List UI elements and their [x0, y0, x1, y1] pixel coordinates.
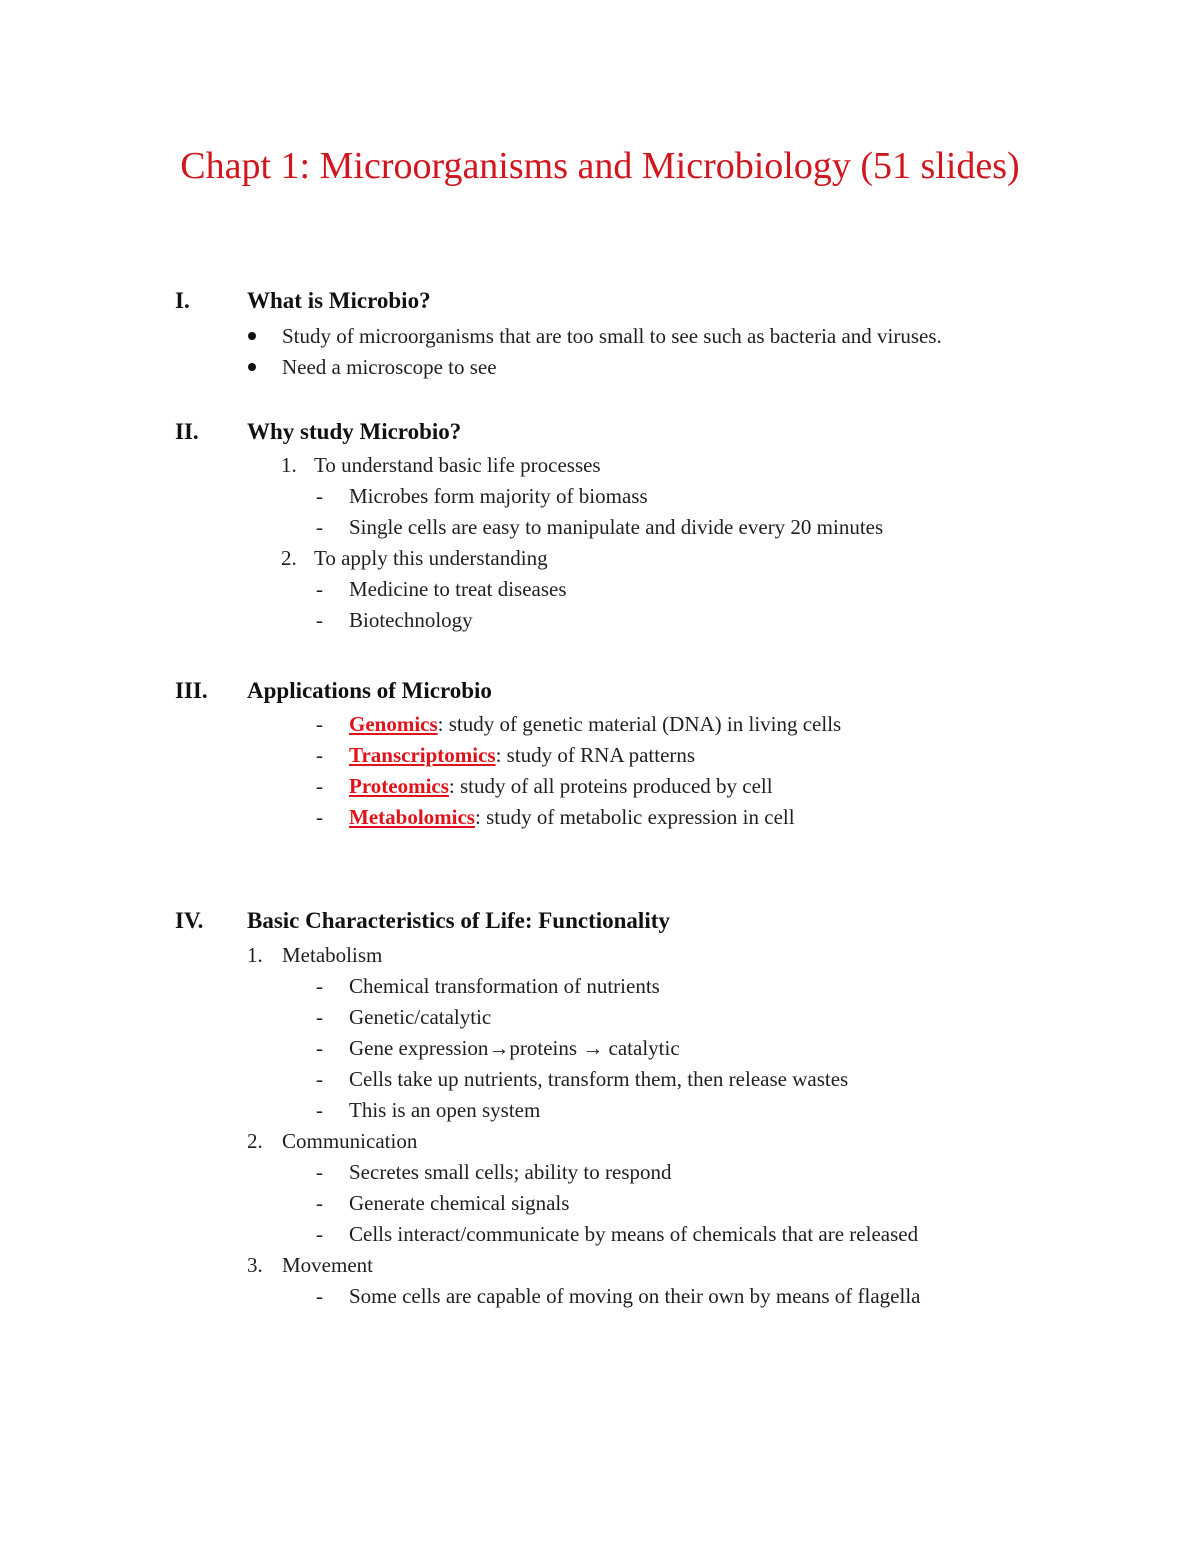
list-number: 3.: [247, 1253, 263, 1277]
dash-marker: -: [316, 1005, 323, 1029]
list-item: Movement: [282, 1253, 373, 1277]
list-item: To apply this understanding: [314, 546, 548, 570]
sub-item: This is an open system: [349, 1098, 541, 1122]
arrow-right-icon: →: [488, 1036, 510, 1060]
sub-item: Some cells are capable of moving on their own by means of flagella: [349, 1284, 921, 1308]
dash-marker: -: [316, 1160, 323, 1184]
section-3-number: III.: [175, 678, 208, 703]
list-item: Need a microscope to see: [282, 355, 497, 379]
sub-item: [349, 1035, 680, 1061]
sub-item: Chemical transformation of nutrients: [349, 974, 660, 998]
dash-marker: -: [316, 1191, 323, 1215]
list-item: Communication: [282, 1129, 418, 1153]
sub-item: Cells take up nutrients, transform them, then release wastes: [349, 1067, 849, 1091]
list-item: Metabolism: [282, 943, 383, 967]
dash-marker: -: [316, 515, 323, 539]
section-1-heading: What is Microbio?: [247, 288, 431, 313]
sub-item: Generate chemical signals: [349, 1191, 570, 1215]
term-proteomics: Proteomics: [349, 774, 449, 798]
sub-item: Cells interact/communicate by means of chemicals that are released: [349, 1222, 919, 1246]
list-number: 2.: [247, 1129, 263, 1153]
list-number: 2.: [281, 546, 297, 570]
dash-marker: -: [316, 1284, 323, 1308]
dash-marker: -: [316, 1036, 323, 1060]
term-definition: : study of all proteins produced by cell: [448, 774, 773, 798]
dash-marker: -: [316, 1067, 323, 1091]
proteins-text: proteins: [509, 1036, 583, 1060]
term-definition: : study of RNA patterns: [495, 743, 696, 767]
dash-marker: -: [316, 805, 323, 829]
dash-marker: -: [316, 974, 323, 998]
dash-marker: -: [316, 577, 323, 601]
dash-marker: -: [316, 484, 323, 508]
sub-item: Genetic/catalytic: [349, 1005, 492, 1029]
term-genomics: Genomics: [349, 712, 438, 736]
list-number: 1.: [281, 453, 297, 477]
list-item: Study of microorganisms that are too small to see such as bacteria and viruses.: [282, 324, 942, 348]
term-definition: : study of metabolic expression in cell: [474, 805, 795, 829]
arrow-right-icon: →: [582, 1036, 604, 1060]
sub-item: Single cells are easy to manipulate and divide every 20 minutes: [349, 515, 884, 539]
list-item: [349, 711, 841, 737]
catalytic-text: catalytic: [603, 1036, 680, 1060]
list-item: [349, 742, 695, 768]
section-4-number: IV.: [175, 908, 204, 933]
sub-item: Secretes small cells; ability to respond: [349, 1160, 672, 1184]
dash-marker: -: [316, 743, 323, 767]
sub-item: Microbes form majority of biomass: [349, 484, 648, 508]
list-number: 1.: [247, 943, 263, 967]
list-item: To understand basic life processes: [314, 453, 601, 477]
page-title: Chapt 1: Microorganisms and Microbiology (51 slides): [180, 145, 1020, 187]
section-1-number: I.: [175, 288, 190, 313]
bullet-dot: [248, 332, 256, 340]
list-item: [349, 773, 773, 799]
section-2-number: II.: [175, 419, 199, 444]
sub-item: Biotechnology: [349, 608, 473, 632]
list-item: [349, 804, 795, 830]
sub-item: Medicine to treat diseases: [349, 577, 567, 601]
term-metabolomics: Metabolomics: [349, 805, 475, 829]
term-transcriptomics: Transcriptomics: [349, 743, 496, 767]
section-2-heading: Why study Microbio?: [247, 419, 462, 444]
section-3-heading: Applications of Microbio: [247, 678, 492, 703]
dash-marker: -: [316, 774, 323, 798]
bullet-dot: [248, 363, 256, 371]
dash-marker: -: [316, 1098, 323, 1122]
gene-expression-text: Gene expression: [349, 1036, 489, 1060]
term-definition: : study of genetic material (DNA) in living cells: [437, 712, 842, 736]
section-4-heading: Basic Characteristics of Life: Functionality: [247, 908, 670, 933]
dash-marker: -: [316, 712, 323, 736]
dash-marker: -: [316, 1222, 323, 1246]
dash-marker: -: [316, 608, 323, 632]
